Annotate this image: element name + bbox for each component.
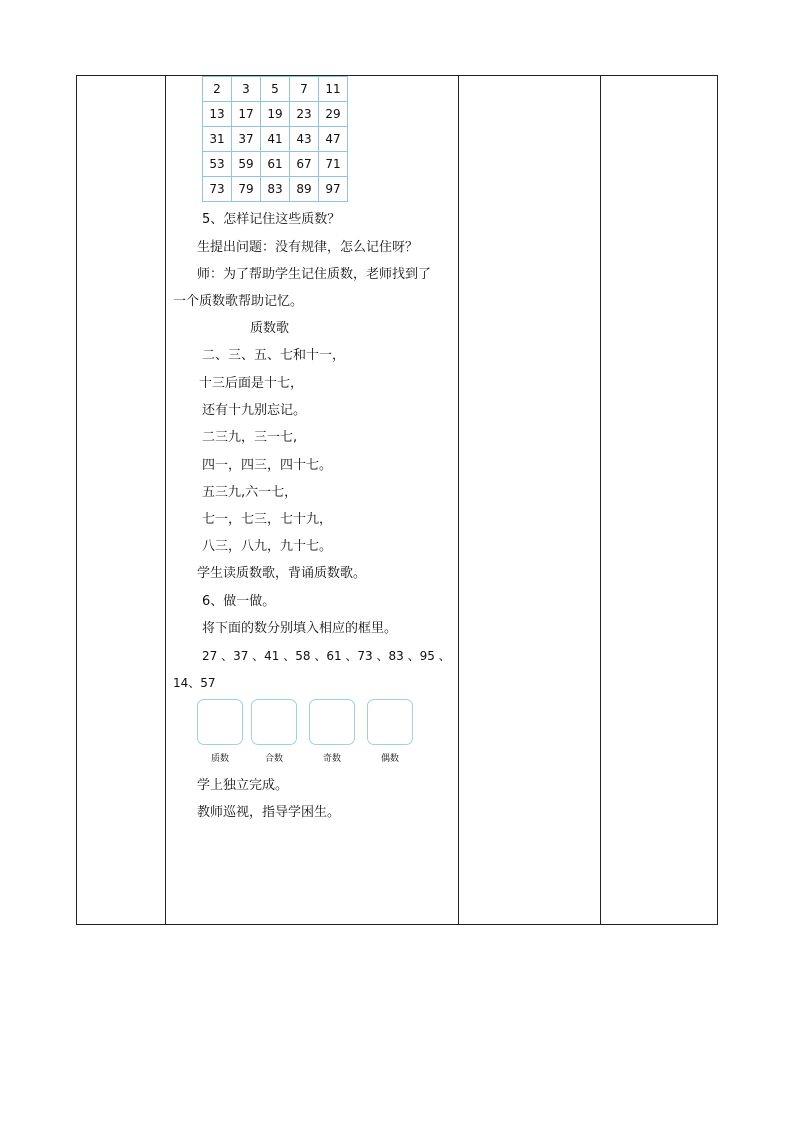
box-label-prime: 质数 xyxy=(210,754,229,764)
answer-box-even xyxy=(367,699,413,745)
grid-cell: 79 xyxy=(232,177,261,202)
song-line: 五三九,六一七， xyxy=(202,485,298,500)
box-label-odd: 奇数 xyxy=(322,754,341,764)
grid-cell: 19 xyxy=(261,102,290,127)
grid-cell: 37 xyxy=(232,127,261,152)
table-row xyxy=(203,77,348,102)
grid-cell: 43 xyxy=(290,127,319,152)
song-line: 七一，七三，七十九， xyxy=(202,512,333,527)
table-row xyxy=(203,127,348,152)
column-divider xyxy=(600,76,601,924)
grid-cell: 41 xyxy=(261,127,290,152)
lesson-table xyxy=(76,75,718,925)
grid-cell: 17 xyxy=(232,102,261,127)
song-line: 还有十九别忘记。 xyxy=(202,403,307,418)
box-label-even: 偶数 xyxy=(380,754,399,764)
song-line: 二、三、五、七和十一， xyxy=(202,348,346,363)
answer-box-prime xyxy=(197,699,243,745)
number-list-line-2: 14、57 xyxy=(173,676,216,690)
answer-box-odd xyxy=(309,699,355,745)
grid-cell: 2 xyxy=(203,77,232,102)
question-5-heading: 5、怎样记住这些质数？ xyxy=(202,212,341,227)
grid-cell: 3 xyxy=(232,77,261,102)
grid-cell: 47 xyxy=(319,127,348,152)
grid-cell: 83 xyxy=(261,177,290,202)
grid-cell: 11 xyxy=(319,77,348,102)
grid-cell: 97 xyxy=(319,177,348,202)
column-divider xyxy=(458,76,459,924)
grid-cell: 73 xyxy=(203,177,232,202)
teacher-line-2: 一个质数歌帮助记忆。 xyxy=(173,294,304,309)
fill-instruction: 将下面的数分别填入相应的框里。 xyxy=(202,621,398,636)
grid-cell: 53 xyxy=(203,152,232,177)
song-title: 质数歌 xyxy=(250,321,290,336)
teacher-patrol-note: 教师巡视，指导学困生。 xyxy=(197,805,341,820)
table-row xyxy=(203,177,348,202)
question-6-heading: 6、做一做。 xyxy=(202,594,276,609)
independent-work-note: 学上独立完成。 xyxy=(197,778,289,793)
grid-cell: 89 xyxy=(290,177,319,202)
lesson-content-cell xyxy=(166,76,458,924)
song-line: 四一，四三，四十七。 xyxy=(202,458,333,473)
box-label-composite: 合数 xyxy=(264,754,283,764)
read-song-instruction: 学生读质数歌，背诵质数歌。 xyxy=(197,566,367,581)
grid-cell: 31 xyxy=(203,127,232,152)
grid-cell: 29 xyxy=(319,102,348,127)
grid-cell: 23 xyxy=(290,102,319,127)
number-list-line-1: 27 、37 、41 、58 、61 、73 、83 、95 、 xyxy=(202,649,451,663)
song-line: 八三，八九，九十七。 xyxy=(202,539,333,554)
teacher-line-1: 师：为了帮助学生记住质数，老师找到了 xyxy=(197,267,432,282)
grid-cell: 61 xyxy=(261,152,290,177)
student-question: 生提出问题：没有规律，怎么记住呀？ xyxy=(197,240,419,255)
song-line: 二三九，三一七, xyxy=(202,430,298,445)
grid-cell: 7 xyxy=(290,77,319,102)
grid-cell: 67 xyxy=(290,152,319,177)
grid-cell: 71 xyxy=(319,152,348,177)
grid-cell: 59 xyxy=(232,152,261,177)
table-row xyxy=(203,152,348,177)
prime-number-grid xyxy=(202,76,348,202)
grid-cell: 5 xyxy=(261,77,290,102)
table-row xyxy=(203,102,348,127)
grid-cell: 13 xyxy=(203,102,232,127)
song-line: 十三后面是十七， xyxy=(199,376,304,391)
answer-box-composite xyxy=(251,699,297,745)
